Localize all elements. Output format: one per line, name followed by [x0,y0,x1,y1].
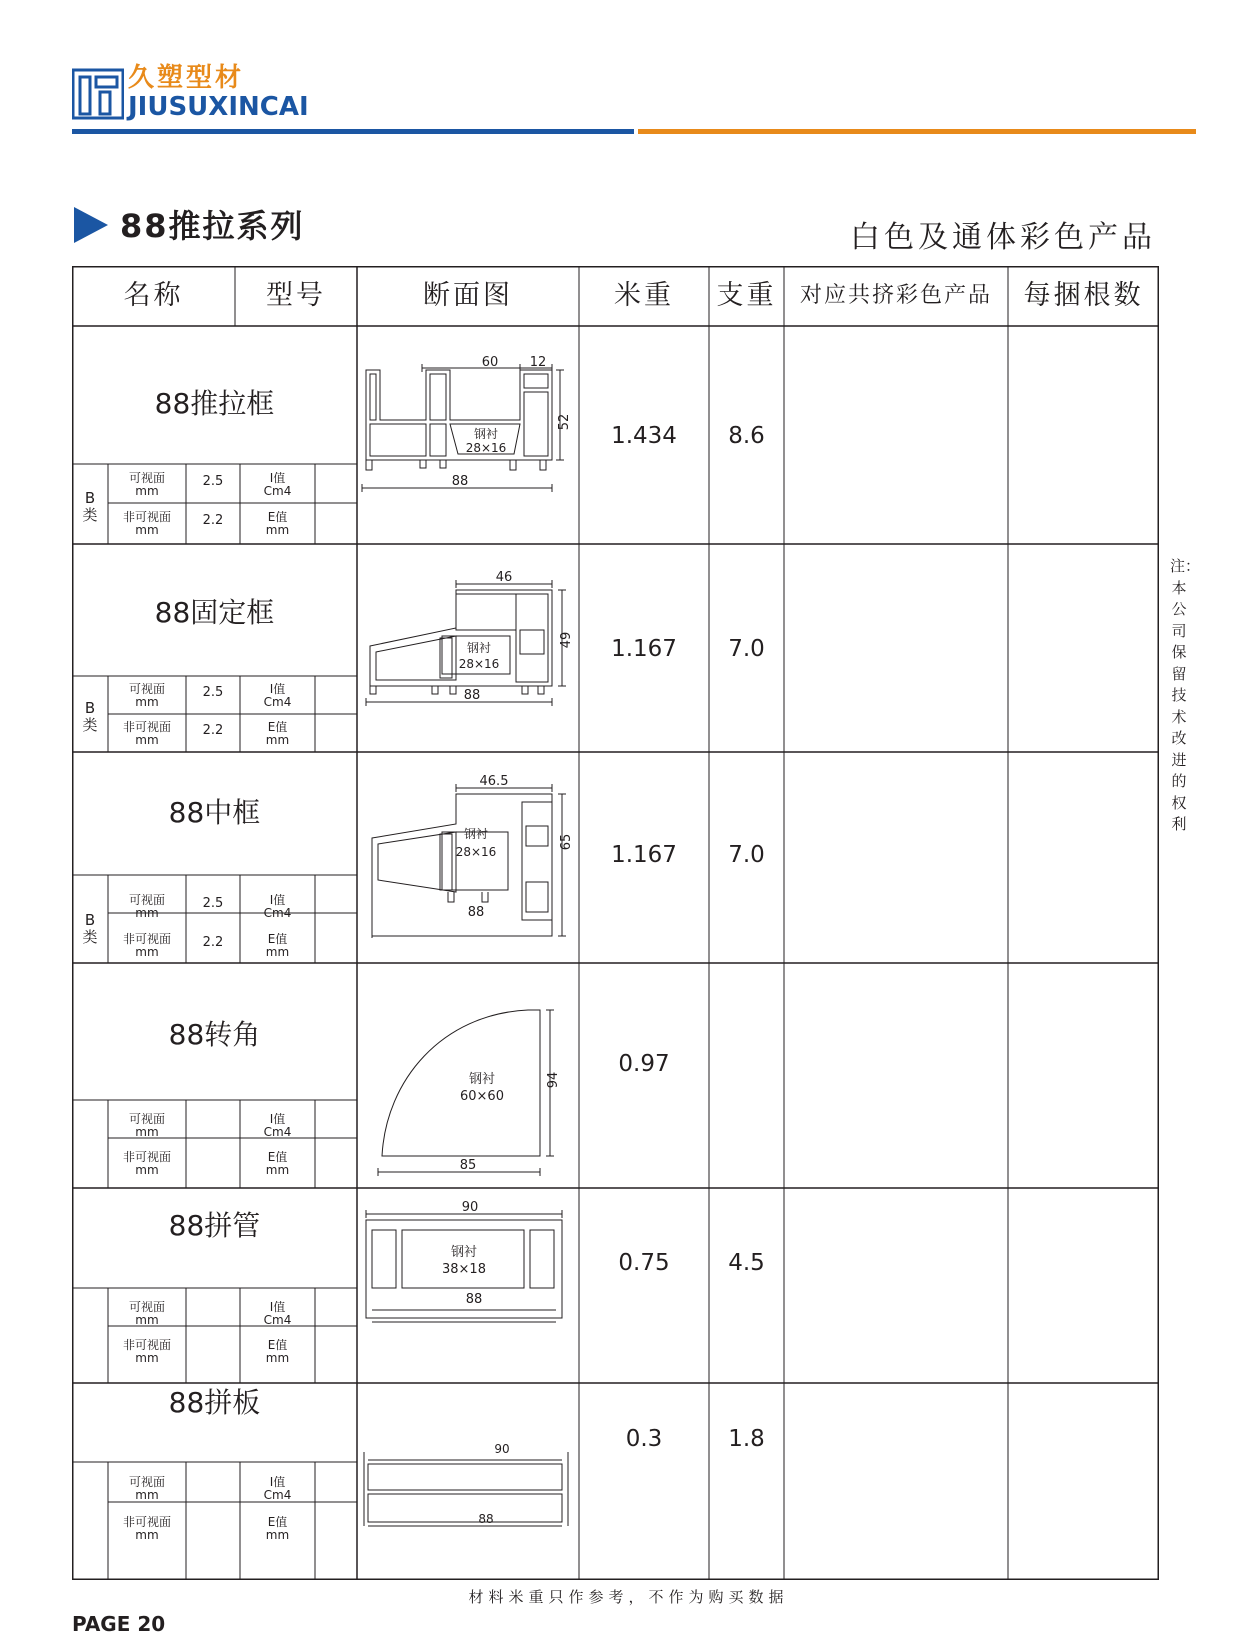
header-rule-orange [638,129,1196,134]
svg-text:60×60: 60×60 [460,1089,504,1104]
svg-text:65: 65 [559,833,574,851]
product-name: 88推拉框 [154,387,275,420]
nonvisible-face-label: 非可视面 mm [122,510,171,537]
header-section-drawing: 断面图 [423,280,513,311]
header-meter-weight: 米重 [614,280,674,311]
svg-text:钢衬: 钢衬 [450,1245,478,1260]
b-class-label: B 类 [82,489,98,524]
svg-text:52: 52 [557,413,572,431]
svg-text:38×18: 38×18 [442,1262,486,1277]
meter-weight-value: 0.97 [618,1051,670,1077]
i-value-label: I值 Cm4 [263,471,292,498]
product-name: 88转角 [168,1018,261,1051]
nonvisible-face-value: 2.2 [202,513,224,528]
svg-text:49: 49 [559,631,574,649]
visible-face-label: 可视面 mm [128,1112,165,1139]
nonvisible-face-label: 非可视面 mm [122,1338,171,1365]
section-subtitle: 白色及通体彩色产品 [850,220,1156,255]
svg-text:钢衬: 钢衬 [473,427,499,441]
brand-name-en: JIUSUXINCAI [128,92,309,122]
visible-face-label: 可视面 mm [128,893,165,920]
e-value-label: E值 mm [265,720,290,747]
section-drawing-fixed-frame [362,568,582,718]
section-drawing-sliding-frame [360,350,580,510]
brand-name-cn: 久塑型材 [128,63,245,93]
svg-text:88: 88 [463,688,481,703]
section-drawing-middle-frame [362,774,582,950]
i-value-label: I值 Cm4 [263,1300,292,1327]
e-value-label: E值 mm [265,1515,290,1542]
i-value-label: I值 Cm4 [263,1475,292,1502]
e-value-label: E值 mm [265,932,290,959]
product-name: 88拼板 [168,1386,261,1419]
piece-weight-value: 7.0 [728,842,765,868]
svg-text:88: 88 [451,474,469,489]
i-value-label: I值 Cm4 [263,893,292,920]
i-value-label: I值 Cm4 [263,682,292,709]
svg-text:46: 46 [495,570,513,585]
svg-text:28×16: 28×16 [455,845,497,859]
page-number: PAGE 20 [72,1612,166,1636]
visible-face-label: 可视面 mm [128,471,165,498]
nonvisible-face-label: 非可视面 mm [122,1150,171,1177]
piece-weight-value: 7.0 [728,636,765,662]
section-drawing-corner [372,1000,572,1180]
side-note: 注：本公司保留技术改进的权利 [1170,557,1201,833]
svg-text:90: 90 [494,1442,510,1456]
visible-face-label: 可视面 mm [128,682,165,709]
svg-text:88: 88 [478,1512,494,1526]
piece-weight-value: 8.6 [728,423,765,449]
header-color-products: 对应共挤彩色产品 [799,283,992,308]
visible-face-label: 可视面 mm [128,1300,165,1327]
product-name: 88固定框 [154,596,275,629]
header-bundle-count: 每捆根数 [1023,280,1144,311]
company-logo-icon [72,68,124,120]
b-class-label: B 类 [82,699,98,734]
svg-text:28×16: 28×16 [458,657,500,671]
section-title: 88推拉系列 [120,207,305,245]
svg-text:88: 88 [467,905,485,920]
svg-text:90: 90 [461,1200,479,1215]
svg-text:12: 12 [529,355,547,370]
meter-weight-value: 1.167 [611,842,677,868]
visible-face-value: 2.5 [202,685,224,700]
visible-face-label: 可视面 mm [128,1475,165,1502]
svg-text:钢衬: 钢衬 [466,641,492,655]
section-drawing-coupling-plate [362,1430,572,1540]
svg-text:85: 85 [459,1158,477,1173]
b-class-label: B 类 [82,911,98,946]
e-value-label: E值 mm [265,510,290,537]
e-value-label: E值 mm [265,1338,290,1365]
svg-text:钢衬: 钢衬 [463,827,489,841]
nonvisible-face-value: 2.2 [202,723,224,738]
visible-face-value: 2.5 [202,474,224,489]
nonvisible-face-label: 非可视面 mm [122,720,171,747]
svg-text:94: 94 [546,1071,561,1089]
title-arrow-icon [74,207,108,243]
nonvisible-face-label: 非可视面 mm [122,1515,171,1542]
svg-text:60: 60 [481,355,499,370]
piece-weight-value: 4.5 [728,1250,765,1276]
meter-weight-value: 1.167 [611,636,677,662]
meter-weight-value: 0.3 [625,1426,663,1452]
meter-weight-value: 1.434 [611,423,677,449]
section-drawing-coupling-tube [362,1200,572,1330]
nonvisible-face-label: 非可视面 mm [122,932,171,959]
footer-note: 材料米重只作参考，不作为购买数据 [468,1588,789,1606]
svg-text:28×16: 28×16 [465,441,507,455]
product-name: 88拼管 [168,1209,261,1242]
header-piece-weight: 支重 [716,280,777,311]
piece-weight-value: 1.8 [728,1426,765,1452]
header-name: 名称 [123,280,184,311]
i-value-label: I值 Cm4 [263,1112,292,1139]
meter-weight-value: 0.75 [618,1250,670,1276]
header-rule-blue [72,129,634,134]
product-name: 88中框 [168,796,261,829]
e-value-label: E值 mm [265,1150,290,1177]
nonvisible-face-value: 2.2 [202,935,224,950]
svg-text:钢衬: 钢衬 [468,1072,496,1087]
svg-text:46.5: 46.5 [479,774,509,789]
visible-face-value: 2.5 [202,896,224,911]
header-model: 型号 [266,280,326,311]
svg-text:88: 88 [465,1292,483,1307]
